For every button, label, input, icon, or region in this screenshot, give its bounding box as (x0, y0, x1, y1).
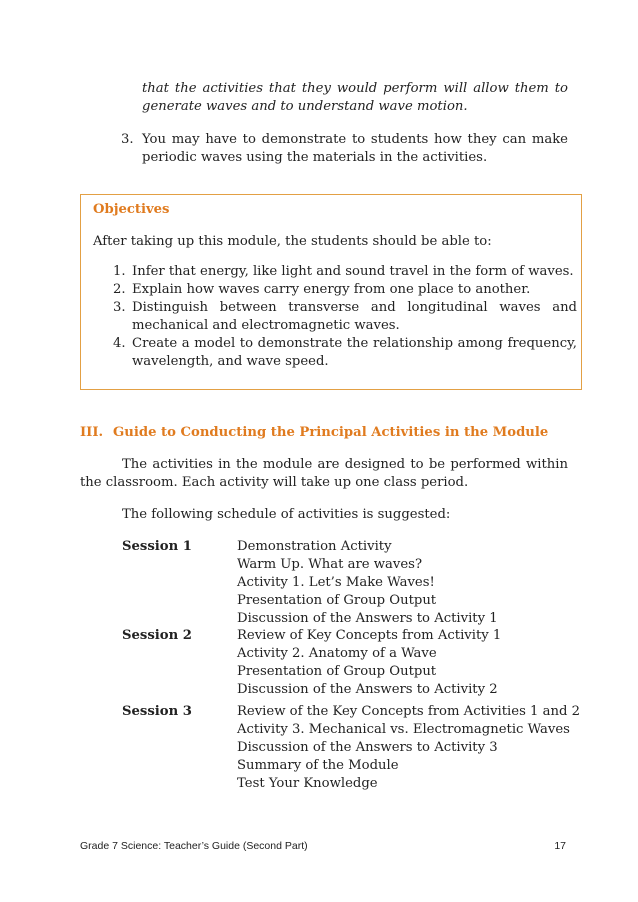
objectives-title: Objectives (93, 202, 170, 217)
session-label: Session 3 (122, 704, 192, 719)
section-paragraph-1: The activities in the module are designed to be performed within the classroom. Each activity will take up one class period. (80, 457, 568, 490)
objective-text: Distinguish between transverse and longitudinal waves and mechanical and electromagnetic waves. (132, 300, 577, 333)
session-items (237, 627, 577, 699)
session-item: Activity 1. Let’s Make Waves! (237, 575, 435, 590)
objective-item (93, 281, 577, 299)
session-items (237, 538, 577, 628)
objective-item (93, 263, 577, 281)
session-label: Session 1 (122, 539, 192, 554)
session-item: Discussion of the Answers to Activity 1 (237, 611, 498, 626)
objectives-intro: After taking up this module, the students should be able to: (93, 234, 492, 249)
objective-text: Explain how waves carry energy from one place to another. (132, 282, 531, 297)
page-number: 17 (554, 840, 566, 852)
objective-text: Create a model to demonstrate the relationship among frequency, wavelength, and wave speed. (132, 336, 577, 369)
session-item: Presentation of Group Output (237, 593, 437, 608)
objective-number: 4. (113, 336, 126, 351)
section-paragraph-2: The following schedule of activities is suggested: (122, 507, 451, 522)
session-label: Session 2 (122, 628, 192, 643)
list-item-3-text: You may have to demonstrate to students how they can make periodic waves using the materials in the activities. (142, 132, 568, 165)
footer-title: Grade 7 Science: Teacher’s Guide (Second Part) (80, 840, 308, 852)
session-item: Review of Key Concepts from Activity 1 (237, 628, 502, 643)
objective-number: 3. (113, 300, 126, 315)
session-item: Demonstration Activity (237, 539, 392, 554)
intro-continuation: that the activities that they would perform will allow them to generate waves and to understand wave motion. (142, 81, 568, 114)
session-item: Discussion of the Answers to Activity 3 (237, 740, 498, 755)
session-item: Warm Up. What are waves? (237, 557, 423, 572)
session-item: Presentation of Group Output (237, 664, 437, 679)
section-heading (80, 424, 548, 442)
list-item-3-number: 3. (121, 132, 134, 147)
objective-item (93, 299, 577, 335)
session-item: Activity 2. Anatomy of a Wave (237, 646, 437, 661)
session-item: Test Your Knowledge (237, 776, 378, 791)
session-item: Review of the Key Concepts from Activities 1 and 2 (237, 704, 581, 719)
objective-text: Infer that energy, like light and sound travel in the form of waves. (132, 264, 574, 279)
session-items (237, 703, 581, 793)
session-item: Activity 3. Mechanical vs. Electromagnetic Waves (237, 722, 570, 737)
session-item: Discussion of the Answers to Activity 2 (237, 682, 498, 697)
objective-item (93, 335, 577, 371)
section-title: Guide to Conducting the Principal Activities in the Module (113, 425, 549, 440)
objectives-list (93, 263, 577, 371)
objective-number: 2. (113, 282, 126, 297)
session-item: Summary of the Module (237, 758, 399, 773)
objective-number: 1. (113, 264, 126, 279)
objectives-box (80, 194, 582, 390)
section-number: III. (80, 425, 104, 440)
